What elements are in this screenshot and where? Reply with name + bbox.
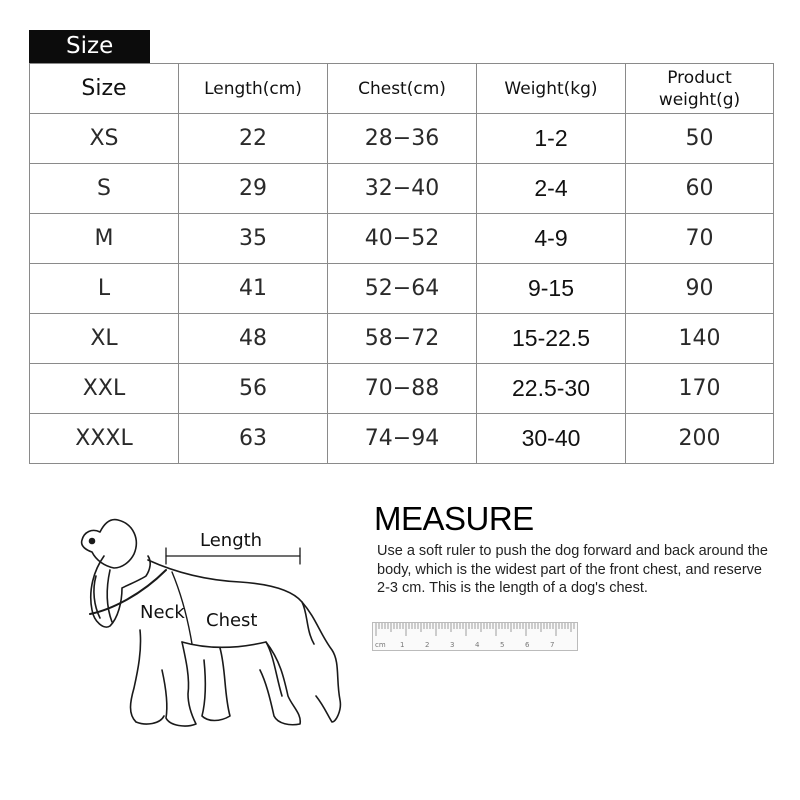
- cell-product-weight: 70: [626, 214, 774, 264]
- cell-length: 41: [179, 264, 328, 314]
- cell-size: S: [30, 164, 179, 214]
- cell-length: 22: [179, 114, 328, 164]
- dog-head-outline: [82, 520, 137, 568]
- cell-size: M: [30, 214, 179, 264]
- table-row: [30, 114, 774, 164]
- neck-label: Neck: [140, 602, 185, 623]
- size-tag: Size: [29, 30, 150, 63]
- table-row: [30, 414, 774, 464]
- cell-chest: 52−64: [328, 264, 477, 314]
- dog-measurement-diagram: [70, 510, 360, 740]
- cell-size: L: [30, 264, 179, 314]
- cell-chest: 74−94: [328, 414, 477, 464]
- ruler-number: 5: [500, 641, 505, 649]
- cell-length: 63: [179, 414, 328, 464]
- cell-size: XXL: [30, 364, 179, 414]
- cell-chest: 70−88: [328, 364, 477, 414]
- measure-instructions: Use a soft ruler to push the dog forward and back around the body, which is the widest part of the front chest, and reserve 2-3 cm. This is the length of a dog's chest.: [377, 543, 768, 596]
- cell-weight: 30-40: [477, 414, 626, 464]
- ruler-number: 2: [425, 641, 430, 649]
- cell-size: XS: [30, 114, 179, 164]
- cell-product-weight: 170: [626, 364, 774, 414]
- cell-product-weight: 60: [626, 164, 774, 214]
- ruler-number: 4: [475, 641, 480, 649]
- header-size: Size: [30, 64, 179, 114]
- header-length: Length(cm): [179, 64, 328, 114]
- cell-product-weight: 140: [626, 314, 774, 364]
- cell-length: 35: [179, 214, 328, 264]
- size-chart-table: [29, 63, 774, 464]
- cell-size: XL: [30, 314, 179, 364]
- cell-weight: 1-2: [477, 114, 626, 164]
- header-product-weight: Product weight(g): [626, 64, 774, 114]
- header-chest: Chest(cm): [328, 64, 477, 114]
- table-row: [30, 314, 774, 364]
- cell-product-weight: 200: [626, 414, 774, 464]
- cell-chest: 28−36: [328, 114, 477, 164]
- chest-label: Chest: [206, 610, 258, 631]
- table-row: [30, 164, 774, 214]
- cell-length: 29: [179, 164, 328, 214]
- cell-length: 56: [179, 364, 328, 414]
- cell-weight: 9-15: [477, 264, 626, 314]
- table-header-row: [30, 64, 774, 114]
- ruler-unit: cm: [375, 641, 386, 649]
- ruler-number: 7: [550, 641, 555, 649]
- cell-weight: 15-22.5: [477, 314, 626, 364]
- cell-weight: 4-9: [477, 214, 626, 264]
- table-row: [30, 264, 774, 314]
- cell-length: 48: [179, 314, 328, 364]
- cell-size: XXXL: [30, 414, 179, 464]
- cell-weight: 22.5-30: [477, 364, 626, 414]
- ruler-number: 6: [525, 641, 530, 649]
- cell-weight: 2-4: [477, 164, 626, 214]
- cell-chest: 32−40: [328, 164, 477, 214]
- ruler-number: 1: [400, 641, 405, 649]
- ruler-graphic: [372, 622, 578, 652]
- header-weight: Weight(kg): [477, 64, 626, 114]
- cell-product-weight: 50: [626, 114, 774, 164]
- length-label: Length: [200, 530, 263, 551]
- cell-product-weight: 90: [626, 264, 774, 314]
- cell-chest: 58−72: [328, 314, 477, 364]
- table-row: [30, 364, 774, 414]
- table-row: [30, 214, 774, 264]
- ruler-number: 3: [450, 641, 455, 649]
- cell-chest: 40−52: [328, 214, 477, 264]
- measure-title: MEASURE: [374, 500, 534, 537]
